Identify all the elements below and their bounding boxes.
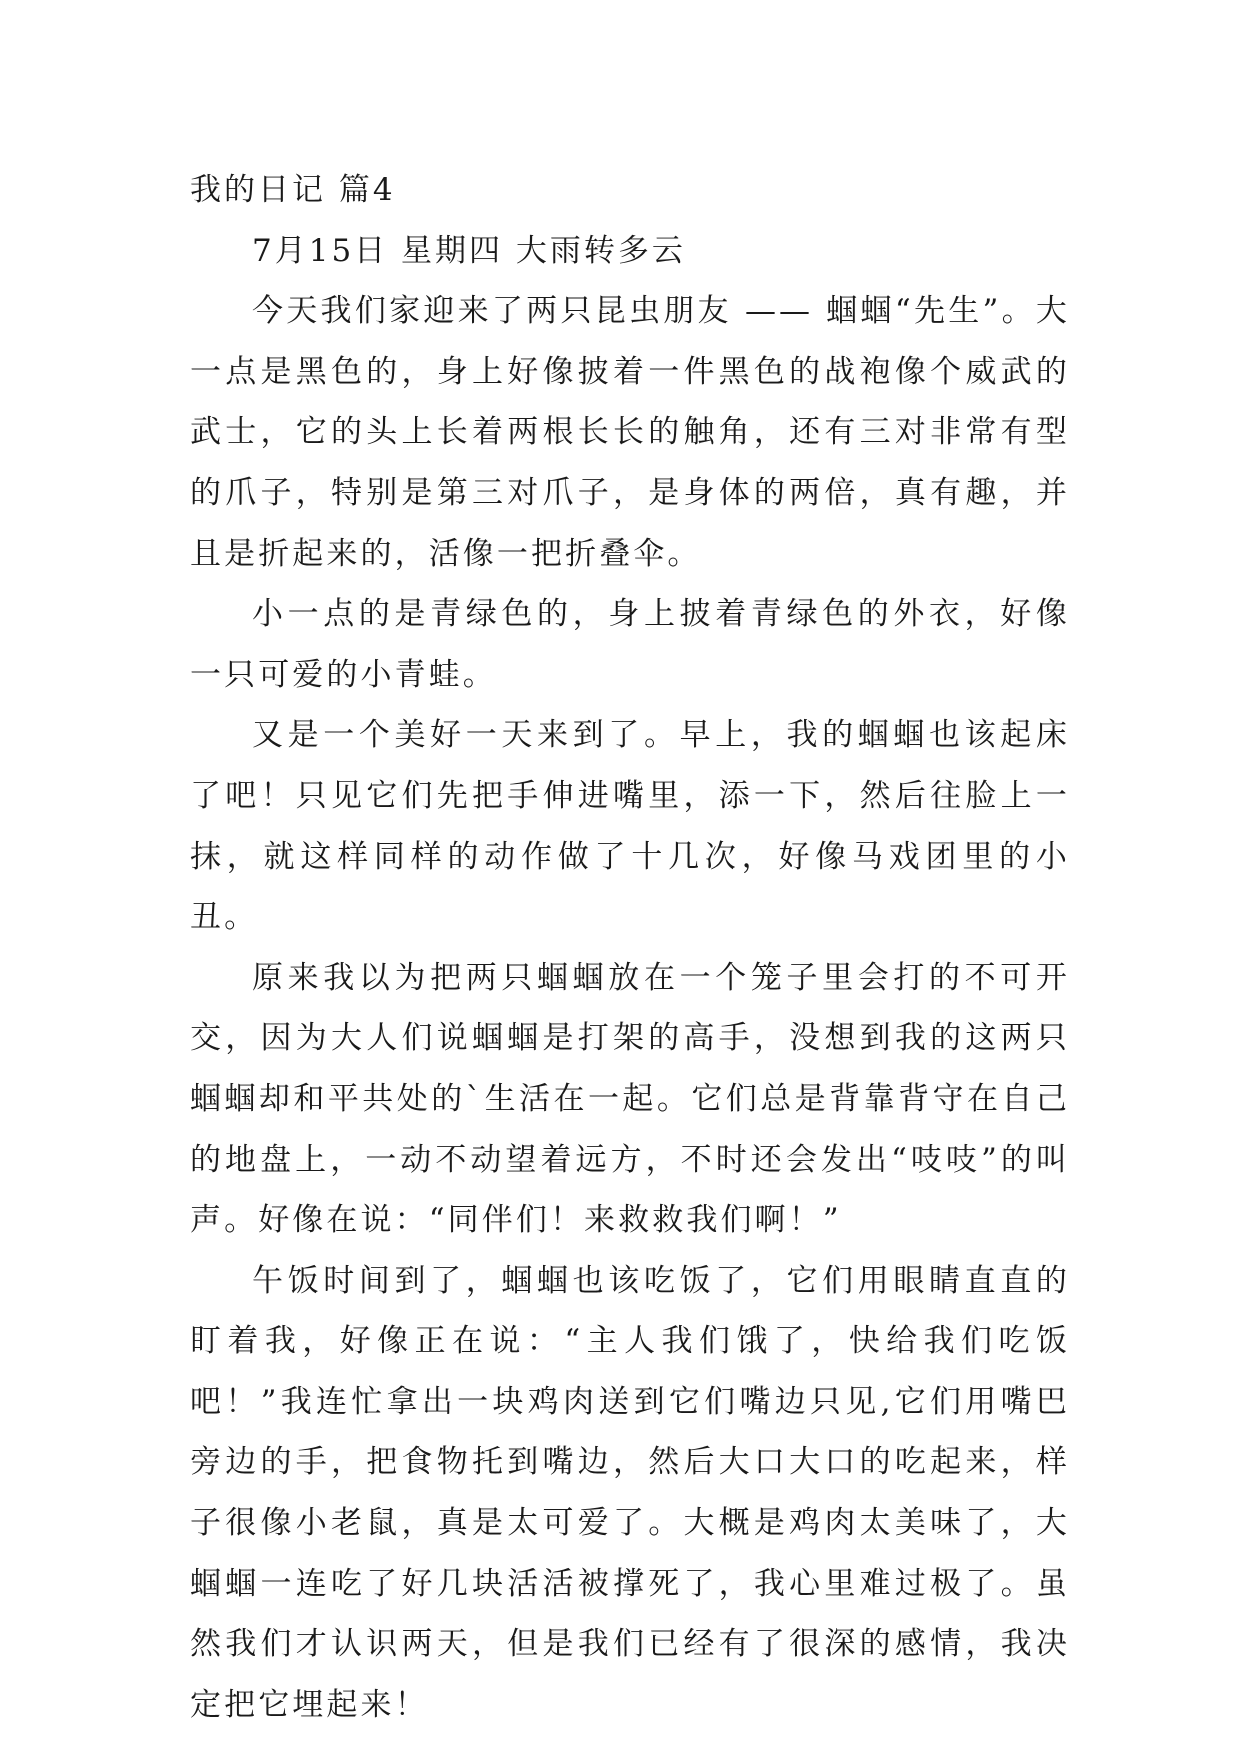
entry-title: 我的日记 篇4 xyxy=(190,172,396,208)
entry-dateline: 7月15日 星期四 大雨转多云 xyxy=(252,232,686,269)
diary-entry xyxy=(190,160,1070,1735)
paragraph-2: 小一点的是青绿色的，身上披着青绿色的外衣，好像一只可爱的小青蛙。 xyxy=(190,596,1070,693)
paragraph-5: 午饭时间到了，蝈蝈也该吃饭了，它们用眼睛直直的盯着我，好像正在说：“主人我们饿了，快给我们吃饭吧！”我连忙拿出一块鸡肉送到它们嘴边只见,它们用嘴巴旁边的手，把食物托到嘴边，然后大口大口的吃起来，样子很像小老鼠，真是太可爱了。大概是鸡肉太美味了，大蝈蝈一连吃了好几块活活被撑死了，我心里难过极了。虽然我们才认识两天，但是我们已经有了很深的感情，我决定把它埋起来！ xyxy=(190,1262,1070,1723)
paragraph-3: 又是一个美好一天来到了。早上，我的蝈蝈也该起床了吧！只见它们先把手伸进嘴里，添一下，然后往脸上一抹，就这样同样的动作做了十几次，好像马戏团里的小丑。 xyxy=(190,717,1070,936)
paragraph-1: 今天我们家迎来了两只昆虫朋友 —— 蝈蝈“先生”。大一点是黑色的，身上好像披着一件黑色的战袍像个威武的武士，它的头上长着两根长长的触角，还有三对非常有型的爪子，特别是第三对爪子，是身体的两倍，真有趣，并且是折起来的，活像一把折叠伞。 xyxy=(190,293,1070,572)
paragraph-4: 原来我以为把两只蝈蝈放在一个笼子里会打的不可开交，因为大人们说蝈蝈是打架的高手，没想到我的这两只蝈蝈却和平共处的`生活在一起。它们总是背靠背守在自己的地盘上，一动不动望着远方，不时还会发出“吱吱”的叫声。好像在说：“同伴们！来救救我们啊！” xyxy=(190,959,1070,1239)
